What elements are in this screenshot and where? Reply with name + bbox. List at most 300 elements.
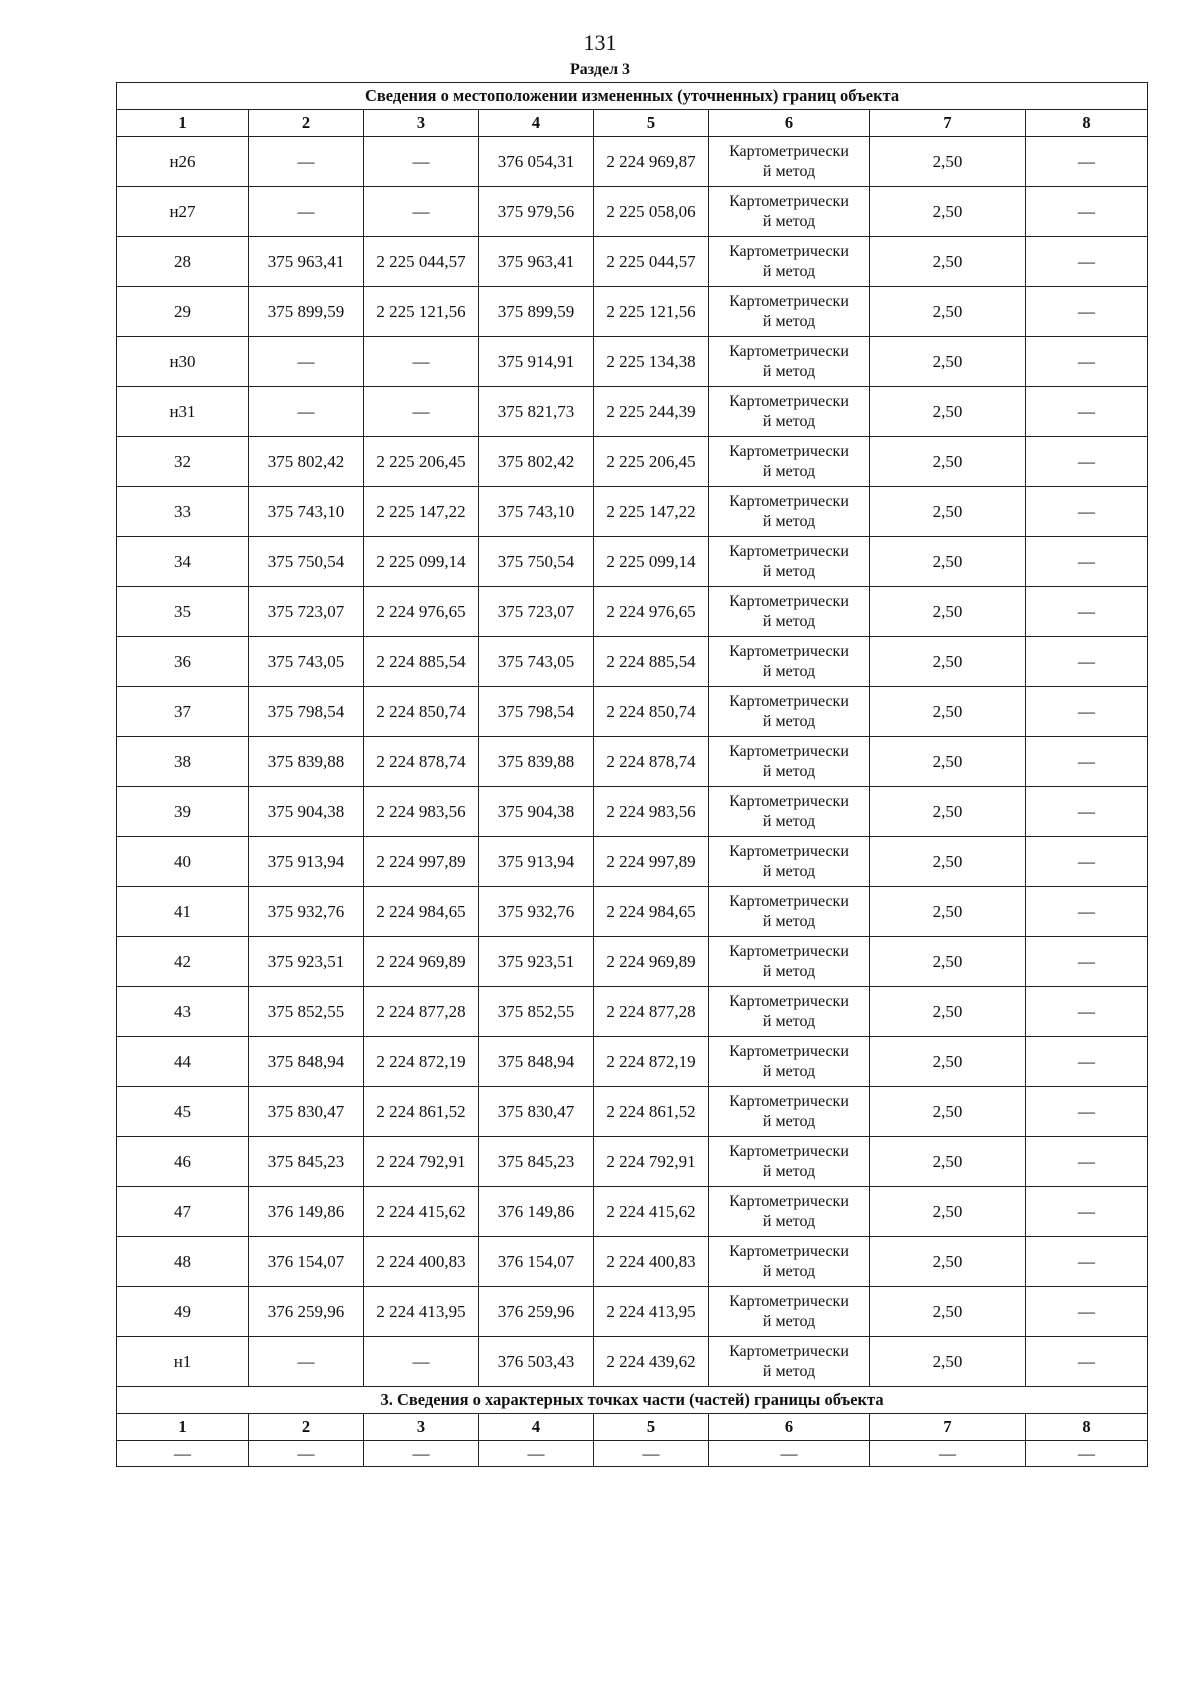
point-number-cell: 42 xyxy=(117,937,249,987)
section-title: Раздел 3 xyxy=(569,61,631,78)
x-refined-cell: 375 743,10 xyxy=(479,487,594,537)
method-cell xyxy=(709,387,870,437)
table-row xyxy=(117,887,1148,937)
accuracy-cell: 2,50 xyxy=(870,737,1026,787)
method-text-line: й метод xyxy=(762,512,816,530)
x-refined-cell: 375 839,88 xyxy=(479,737,594,787)
accuracy-cell: 2,50 xyxy=(870,1337,1026,1387)
method-text-line: й метод xyxy=(762,862,816,880)
y-existing-cell: 2 224 878,74 xyxy=(364,737,479,787)
note-cell: — xyxy=(1026,837,1148,887)
part-caption-row xyxy=(117,1387,1148,1414)
method-text-line: й метод xyxy=(762,1162,816,1180)
method-text-line: Картометрически xyxy=(729,1142,849,1160)
table-caption-row xyxy=(117,83,1148,110)
method-text-line: Картометрически xyxy=(729,1342,849,1360)
method-text-line: Картометрически xyxy=(729,742,849,760)
method-text-line: й метод xyxy=(762,1212,816,1230)
point-number-cell: 41 xyxy=(117,887,249,937)
y-existing-cell: 2 224 976,65 xyxy=(364,587,479,637)
method-text-line: Картометрически xyxy=(729,292,849,310)
point-number-cell: 34 xyxy=(117,537,249,587)
y-refined-cell: 2 224 984,65 xyxy=(594,887,709,937)
method-text-line: й метод xyxy=(762,612,816,630)
table-row xyxy=(117,787,1148,837)
note-cell: — xyxy=(1026,287,1148,337)
x-existing-cell: 376 259,96 xyxy=(249,1287,364,1337)
x-refined-cell: 375 743,05 xyxy=(479,637,594,687)
method-text-line: Картометрически xyxy=(729,1242,849,1260)
note-cell: — xyxy=(1026,1137,1148,1187)
note-cell: — xyxy=(1026,1287,1148,1337)
note-cell: — xyxy=(1026,1337,1148,1387)
y-existing-cell: 2 224 400,83 xyxy=(364,1237,479,1287)
method-text-line: Картометрически xyxy=(729,1092,849,1110)
accuracy-cell: 2,50 xyxy=(870,287,1026,337)
accuracy-cell: 2,50 xyxy=(870,537,1026,587)
point-number-cell: 28 xyxy=(117,237,249,287)
accuracy-cell: 2,50 xyxy=(870,1087,1026,1137)
empty-cell: — xyxy=(364,1441,479,1467)
x-refined-cell: 375 899,59 xyxy=(479,287,594,337)
x-existing-cell: 375 852,55 xyxy=(249,987,364,1037)
x-existing-cell: 375 743,10 xyxy=(249,487,364,537)
table-row xyxy=(117,537,1148,587)
column-number: 1 xyxy=(117,110,249,137)
note-cell: — xyxy=(1026,937,1148,987)
y-refined-cell: 2 225 206,45 xyxy=(594,437,709,487)
table-row xyxy=(117,1287,1148,1337)
accuracy-cell: 2,50 xyxy=(870,687,1026,737)
note-cell: — xyxy=(1026,437,1148,487)
x-refined-cell: 375 932,76 xyxy=(479,887,594,937)
y-existing-cell: — xyxy=(364,337,479,387)
y-refined-cell: 2 225 244,39 xyxy=(594,387,709,437)
point-number-cell: 29 xyxy=(117,287,249,337)
note-cell: — xyxy=(1026,737,1148,787)
x-refined-cell: 375 750,54 xyxy=(479,537,594,587)
accuracy-cell: 2,50 xyxy=(870,387,1026,437)
x-refined-cell: 375 848,94 xyxy=(479,1037,594,1087)
method-text-line: Картометрически xyxy=(729,592,849,610)
column-number: 7 xyxy=(870,110,1026,137)
point-number-cell: 48 xyxy=(117,1237,249,1287)
method-cell xyxy=(709,737,870,787)
point-number-cell: 37 xyxy=(117,687,249,737)
point-number-cell: 49 xyxy=(117,1287,249,1337)
y-refined-cell: 2 224 878,74 xyxy=(594,737,709,787)
method-cell xyxy=(709,1087,870,1137)
x-refined-cell: 376 149,86 xyxy=(479,1187,594,1237)
x-refined-cell: 375 845,23 xyxy=(479,1137,594,1187)
part-caption: 3. Сведения о характерных точках части (частей) границы объекта xyxy=(117,1387,1148,1414)
table-row xyxy=(117,637,1148,687)
point-number-cell: 43 xyxy=(117,987,249,1037)
table-row xyxy=(117,337,1148,387)
y-existing-cell: 2 224 415,62 xyxy=(364,1187,479,1237)
method-text-line: й метод xyxy=(762,1012,816,1030)
column-number: 4 xyxy=(479,1414,594,1441)
column-number: 8 xyxy=(1026,1414,1148,1441)
point-number-cell: 35 xyxy=(117,587,249,637)
table-caption: Сведения о местоположении измененных (уточненных) границ объекта xyxy=(117,83,1148,110)
method-text-line: Картометрически xyxy=(729,642,849,660)
y-existing-cell: 2 224 850,74 xyxy=(364,687,479,737)
accuracy-cell: 2,50 xyxy=(870,337,1026,387)
table-row xyxy=(117,187,1148,237)
table-row xyxy=(117,487,1148,537)
method-cell xyxy=(709,287,870,337)
x-refined-cell: 375 830,47 xyxy=(479,1087,594,1137)
method-cell xyxy=(709,687,870,737)
point-number-cell: 47 xyxy=(117,1187,249,1237)
column-number: 3 xyxy=(364,110,479,137)
note-cell: — xyxy=(1026,687,1148,737)
x-refined-cell: 375 963,41 xyxy=(479,237,594,287)
method-text-line: Картометрически xyxy=(729,142,849,160)
y-existing-cell: 2 224 984,65 xyxy=(364,887,479,937)
accuracy-cell: 2,50 xyxy=(870,1287,1026,1337)
method-text-line: Картометрически xyxy=(729,242,849,260)
method-cell xyxy=(709,1137,870,1187)
y-existing-cell: 2 225 206,45 xyxy=(364,437,479,487)
y-existing-cell: 2 225 121,56 xyxy=(364,287,479,337)
note-cell: — xyxy=(1026,1087,1148,1137)
method-text-line: й метод xyxy=(762,1262,816,1280)
point-number-cell: н31 xyxy=(117,387,249,437)
y-refined-cell: 2 224 877,28 xyxy=(594,987,709,1037)
part-column-number-row xyxy=(117,1414,1148,1441)
x-existing-cell: 375 839,88 xyxy=(249,737,364,787)
y-refined-cell: 2 225 058,06 xyxy=(594,187,709,237)
method-text-line: Картометрически xyxy=(729,1292,849,1310)
y-existing-cell: — xyxy=(364,187,479,237)
method-cell xyxy=(709,887,870,937)
column-number: 2 xyxy=(249,1414,364,1441)
method-text-line: Картометрически xyxy=(729,492,849,510)
x-existing-cell: — xyxy=(249,187,364,237)
method-text-line: Картометрически xyxy=(729,1042,849,1060)
accuracy-cell: 2,50 xyxy=(870,787,1026,837)
y-existing-cell: 2 224 792,91 xyxy=(364,1137,479,1187)
method-text-line: Картометрически xyxy=(729,442,849,460)
x-refined-cell: 376 503,43 xyxy=(479,1337,594,1387)
y-existing-cell: 2 225 044,57 xyxy=(364,237,479,287)
y-existing-cell: — xyxy=(364,1337,479,1387)
table-row xyxy=(117,1037,1148,1087)
x-existing-cell: 375 913,94 xyxy=(249,837,364,887)
column-number: 6 xyxy=(709,1414,870,1441)
y-existing-cell: 2 224 413,95 xyxy=(364,1287,479,1337)
x-refined-cell: 375 923,51 xyxy=(479,937,594,987)
x-refined-cell: 375 802,42 xyxy=(479,437,594,487)
accuracy-cell: 2,50 xyxy=(870,437,1026,487)
method-cell xyxy=(709,487,870,537)
table-row xyxy=(117,1187,1148,1237)
method-text-line: й метод xyxy=(762,712,816,730)
table-row xyxy=(117,137,1148,187)
empty-cell: — xyxy=(709,1441,870,1467)
point-number-cell: 38 xyxy=(117,737,249,787)
method-cell xyxy=(709,987,870,1037)
accuracy-cell: 2,50 xyxy=(870,1037,1026,1087)
method-text-line: й метод xyxy=(762,762,816,780)
x-existing-cell: 375 923,51 xyxy=(249,937,364,987)
x-existing-cell: 376 154,07 xyxy=(249,1237,364,1287)
x-refined-cell: 375 913,94 xyxy=(479,837,594,887)
y-refined-cell: 2 224 400,83 xyxy=(594,1237,709,1287)
method-text-line: Картометрически xyxy=(729,842,849,860)
x-existing-cell: 375 904,38 xyxy=(249,787,364,837)
column-number: 4 xyxy=(479,110,594,137)
y-refined-cell: 2 224 861,52 xyxy=(594,1087,709,1137)
x-existing-cell: — xyxy=(249,137,364,187)
method-cell xyxy=(709,1187,870,1237)
empty-cell: — xyxy=(1026,1441,1148,1467)
x-refined-cell: 375 852,55 xyxy=(479,987,594,1037)
x-existing-cell: 375 743,05 xyxy=(249,637,364,687)
y-refined-cell: 2 224 792,91 xyxy=(594,1137,709,1187)
note-cell: — xyxy=(1026,337,1148,387)
method-text-line: й метод xyxy=(762,412,816,430)
method-cell xyxy=(709,787,870,837)
column-number: 8 xyxy=(1026,110,1148,137)
x-refined-cell: 375 798,54 xyxy=(479,687,594,737)
table-row xyxy=(117,287,1148,337)
x-existing-cell: 375 963,41 xyxy=(249,237,364,287)
empty-cell: — xyxy=(117,1441,249,1467)
accuracy-cell: 2,50 xyxy=(870,637,1026,687)
accuracy-cell: 2,50 xyxy=(870,187,1026,237)
table-row xyxy=(117,1137,1148,1187)
method-cell xyxy=(709,1337,870,1387)
method-cell xyxy=(709,437,870,487)
y-refined-cell: 2 224 415,62 xyxy=(594,1187,709,1237)
page-number: 131 xyxy=(583,30,617,55)
y-refined-cell: 2 224 850,74 xyxy=(594,687,709,737)
y-existing-cell: — xyxy=(364,137,479,187)
method-text-line: й метод xyxy=(762,462,816,480)
x-existing-cell: 375 830,47 xyxy=(249,1087,364,1137)
note-cell: — xyxy=(1026,137,1148,187)
accuracy-cell: 2,50 xyxy=(870,587,1026,637)
method-text-line: Картометрически xyxy=(729,992,849,1010)
accuracy-cell: 2,50 xyxy=(870,887,1026,937)
method-text-line: й метод xyxy=(762,812,816,830)
method-text-line: Картометрически xyxy=(729,892,849,910)
empty-cell: — xyxy=(479,1441,594,1467)
y-refined-cell: 2 224 969,87 xyxy=(594,137,709,187)
method-text-line: Картометрически xyxy=(729,792,849,810)
y-refined-cell: 2 224 885,54 xyxy=(594,637,709,687)
method-cell xyxy=(709,137,870,187)
x-existing-cell: 375 750,54 xyxy=(249,537,364,587)
method-text-line: й метод xyxy=(762,662,816,680)
x-refined-cell: 375 821,73 xyxy=(479,387,594,437)
accuracy-cell: 2,50 xyxy=(870,487,1026,537)
method-text-line: й метод xyxy=(762,212,816,230)
method-text-line: й метод xyxy=(762,1062,816,1080)
x-refined-cell: 375 979,56 xyxy=(479,187,594,237)
method-text-line: й метод xyxy=(762,1312,816,1330)
x-refined-cell: 375 914,91 xyxy=(479,337,594,387)
table-row xyxy=(117,937,1148,987)
table-row xyxy=(117,687,1148,737)
point-number-cell: 46 xyxy=(117,1137,249,1187)
y-refined-cell: 2 224 976,65 xyxy=(594,587,709,637)
table-row xyxy=(117,587,1148,637)
accuracy-cell: 2,50 xyxy=(870,1237,1026,1287)
x-existing-cell: 375 899,59 xyxy=(249,287,364,337)
y-refined-cell: 2 224 983,56 xyxy=(594,787,709,837)
method-text-line: й метод xyxy=(762,262,816,280)
column-number: 5 xyxy=(594,110,709,137)
x-existing-cell: 375 845,23 xyxy=(249,1137,364,1187)
point-number-cell: 32 xyxy=(117,437,249,487)
x-refined-cell: 376 054,31 xyxy=(479,137,594,187)
x-refined-cell: 375 904,38 xyxy=(479,787,594,837)
table-row xyxy=(117,237,1148,287)
method-text-line: Картометрически xyxy=(729,342,849,360)
table-row xyxy=(117,387,1148,437)
y-refined-cell: 2 224 997,89 xyxy=(594,837,709,887)
method-cell xyxy=(709,587,870,637)
note-cell: — xyxy=(1026,487,1148,537)
column-number: 5 xyxy=(594,1414,709,1441)
point-number-cell: н1 xyxy=(117,1337,249,1387)
point-number-cell: 36 xyxy=(117,637,249,687)
table-row xyxy=(117,1087,1148,1137)
y-existing-cell: 2 224 969,89 xyxy=(364,937,479,987)
note-cell: — xyxy=(1026,1037,1148,1087)
table-row xyxy=(117,987,1148,1037)
boundary-coordinates-table xyxy=(116,82,1148,1467)
method-cell xyxy=(709,837,870,887)
x-existing-cell: 375 848,94 xyxy=(249,1037,364,1087)
y-existing-cell: — xyxy=(364,387,479,437)
note-cell: — xyxy=(1026,987,1148,1037)
accuracy-cell: 2,50 xyxy=(870,1137,1026,1187)
x-refined-cell: 375 723,07 xyxy=(479,587,594,637)
y-existing-cell: 2 224 877,28 xyxy=(364,987,479,1037)
x-existing-cell: 375 932,76 xyxy=(249,887,364,937)
column-number: 3 xyxy=(364,1414,479,1441)
note-cell: — xyxy=(1026,637,1148,687)
table-row xyxy=(117,1237,1148,1287)
y-existing-cell: 2 224 872,19 xyxy=(364,1037,479,1087)
method-cell xyxy=(709,1287,870,1337)
note-cell: — xyxy=(1026,1237,1148,1287)
point-number-cell: 40 xyxy=(117,837,249,887)
table-row xyxy=(117,837,1148,887)
x-existing-cell: — xyxy=(249,1337,364,1387)
method-cell xyxy=(709,937,870,987)
x-existing-cell: 375 798,54 xyxy=(249,687,364,737)
point-number-cell: 33 xyxy=(117,487,249,537)
y-existing-cell: 2 224 861,52 xyxy=(364,1087,479,1137)
y-refined-cell: 2 224 413,95 xyxy=(594,1287,709,1337)
x-refined-cell: 376 154,07 xyxy=(479,1237,594,1287)
note-cell: — xyxy=(1026,887,1148,937)
y-refined-cell: 2 224 872,19 xyxy=(594,1037,709,1087)
y-refined-cell: 2 225 134,38 xyxy=(594,337,709,387)
y-refined-cell: 2 224 969,89 xyxy=(594,937,709,987)
method-text-line: Картометрически xyxy=(729,192,849,210)
y-existing-cell: 2 224 997,89 xyxy=(364,837,479,887)
method-text-line: й метод xyxy=(762,312,816,330)
method-cell xyxy=(709,337,870,387)
note-cell: — xyxy=(1026,187,1148,237)
column-number: 7 xyxy=(870,1414,1026,1441)
y-refined-cell: 2 224 439,62 xyxy=(594,1337,709,1387)
accuracy-cell: 2,50 xyxy=(870,937,1026,987)
point-number-cell: н26 xyxy=(117,137,249,187)
column-number: 6 xyxy=(709,110,870,137)
table-row xyxy=(117,437,1148,487)
y-existing-cell: 2 225 147,22 xyxy=(364,487,479,537)
method-text-line: й метод xyxy=(762,362,816,380)
method-text-line: Картометрически xyxy=(729,692,849,710)
method-cell xyxy=(709,637,870,687)
x-existing-cell: — xyxy=(249,387,364,437)
method-text-line: й метод xyxy=(762,562,816,580)
x-existing-cell: 376 149,86 xyxy=(249,1187,364,1237)
accuracy-cell: 2,50 xyxy=(870,837,1026,887)
y-existing-cell: 2 225 099,14 xyxy=(364,537,479,587)
method-text-line: Картометрически xyxy=(729,942,849,960)
empty-cell: — xyxy=(594,1441,709,1467)
y-refined-cell: 2 225 147,22 xyxy=(594,487,709,537)
method-cell xyxy=(709,237,870,287)
method-text-line: й метод xyxy=(762,1362,816,1380)
note-cell: — xyxy=(1026,237,1148,287)
y-existing-cell: 2 224 983,56 xyxy=(364,787,479,837)
method-cell xyxy=(709,1037,870,1087)
point-number-cell: 44 xyxy=(117,1037,249,1087)
empty-cell: — xyxy=(870,1441,1026,1467)
accuracy-cell: 2,50 xyxy=(870,237,1026,287)
note-cell: — xyxy=(1026,537,1148,587)
method-cell xyxy=(709,187,870,237)
part-empty-row xyxy=(117,1441,1148,1467)
y-refined-cell: 2 225 099,14 xyxy=(594,537,709,587)
x-existing-cell: — xyxy=(249,337,364,387)
method-text-line: й метод xyxy=(762,1112,816,1130)
accuracy-cell: 2,50 xyxy=(870,987,1026,1037)
note-cell: — xyxy=(1026,587,1148,637)
x-existing-cell: 375 802,42 xyxy=(249,437,364,487)
point-number-cell: н27 xyxy=(117,187,249,237)
method-text-line: й метод xyxy=(762,912,816,930)
y-refined-cell: 2 225 121,56 xyxy=(594,287,709,337)
accuracy-cell: 2,50 xyxy=(870,1187,1026,1237)
method-text-line: й метод xyxy=(762,162,816,180)
table-row xyxy=(117,1337,1148,1387)
column-number: 1 xyxy=(117,1414,249,1441)
x-refined-cell: 376 259,96 xyxy=(479,1287,594,1337)
empty-cell: — xyxy=(249,1441,364,1467)
method-cell xyxy=(709,1237,870,1287)
note-cell: — xyxy=(1026,787,1148,837)
method-text-line: Картометрически xyxy=(729,542,849,560)
accuracy-cell: 2,50 xyxy=(870,137,1026,187)
method-text-line: Картометрически xyxy=(729,392,849,410)
point-number-cell: 45 xyxy=(117,1087,249,1137)
x-existing-cell: 375 723,07 xyxy=(249,587,364,637)
point-number-cell: 39 xyxy=(117,787,249,837)
method-text-line: й метод xyxy=(762,962,816,980)
column-number-row xyxy=(117,110,1148,137)
